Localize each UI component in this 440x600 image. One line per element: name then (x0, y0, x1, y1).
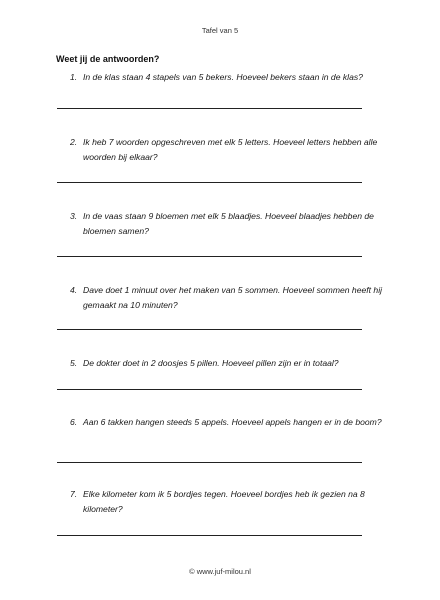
answer-line-5[interactable] (57, 389, 362, 390)
question-4 (70, 283, 390, 313)
question-1 (70, 70, 390, 85)
question-text: In de klas staan 4 stapels van 5 bekers. Hoeveel bekers staan in de klas? (83, 72, 363, 82)
question-text: Dave doet 1 minuut over het maken van 5 sommen. Hoeveel sommen heeft hij gemaakt na 10 minuten? (83, 285, 383, 310)
answer-line-4[interactable] (57, 329, 362, 330)
question-3 (70, 209, 390, 239)
question-number: 7. (70, 489, 78, 499)
answer-line-1[interactable] (57, 108, 362, 109)
question-number: 5. (70, 358, 78, 368)
question-text: De dokter doet in 2 doosjes 5 pillen. Hoeveel pillen zijn er in totaal? (83, 358, 339, 368)
answer-line-3[interactable] (57, 256, 362, 257)
question-text: Aan 6 takken hangen steeds 5 appels. Hoeveel appels hangen er in de boom? (83, 417, 382, 427)
page-footer: © www.juf-milou.nl (189, 567, 251, 576)
answer-line-2[interactable] (57, 182, 362, 183)
section-title: Weet jij de antwoorden? (56, 54, 160, 64)
question-7 (70, 487, 390, 517)
question-text: Elke kilometer kom ik 5 bordjes tegen. Hoeveel bordjes heb ik gezien na 8 kilometer? (83, 489, 365, 514)
page-header-title: Tafel van 5 (201, 26, 239, 35)
answer-line-6[interactable] (57, 462, 362, 463)
question-number: 1. (70, 72, 78, 82)
question-number: 4. (70, 285, 78, 295)
question-2 (70, 135, 390, 165)
answer-line-7[interactable] (57, 535, 362, 536)
question-text: In de vaas staan 9 bloemen met elk 5 blaadjes. Hoeveel blaadjes hebben de bloemen samen? (83, 211, 374, 236)
question-number: 2. (70, 137, 78, 147)
question-6 (70, 415, 390, 430)
question-5 (70, 356, 390, 371)
question-number: 6. (70, 417, 78, 427)
question-text: Ik heb 7 woorden opgeschreven met elk 5 letters. Hoeveel letters hebben alle woorden bij elkaar? (83, 137, 378, 162)
question-number: 3. (70, 211, 78, 221)
